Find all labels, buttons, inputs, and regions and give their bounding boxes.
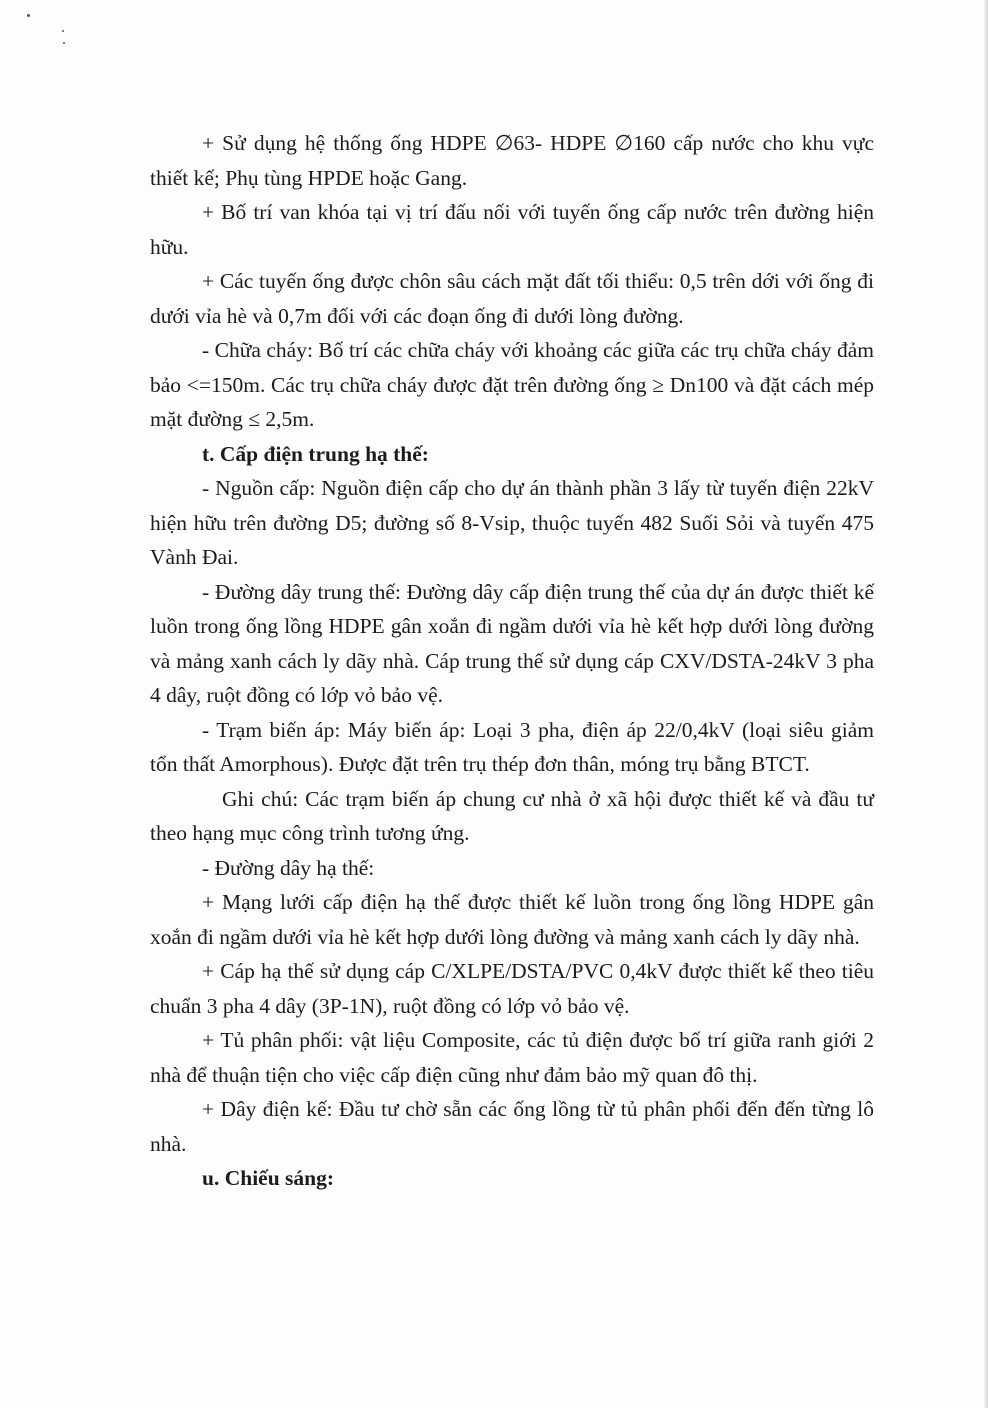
scan-speck [27,14,30,17]
paragraph-transformer-station: - Trạm biến áp: Máy biến áp: Loại 3 pha, điện áp 22/0,4kV (loại siêu giảm tổn thất Amorphous). Được đặt trên trụ thép đơn thân, móng trụ bằng BTCT. [150,717,874,776]
paragraph-low-voltage-network: + Mạng lưới cấp điện hạ thế được thiết kế luồn trong ống lồng HDPE gân xoắn đi ngầm dưới vỉa hè kết hợp dưới lòng đường và mảng xanh cách ly dãy nhà. [150,890,874,949]
document-body [150,126,874,1196]
paragraph-pipe-system: + Sử dụng hệ thống ống HDPE ∅63- HDPE ∅160 cấp nước cho khu vực thiết kế; Phụ tùng HPDE hoặc Gang. [150,131,874,190]
paragraph-pipe-depth: + Các tuyến ống được chôn sâu cách mặt đất tối thiểu: 0,5 trên dới với ống đi dưới vỉa hè và 0,7m đối với các đoạn ống đi dưới lòng đường. [150,269,874,328]
paragraph-low-voltage-line: - Đường dây hạ thế: [202,855,375,880]
paragraph-fire-fighting: - Chữa cháy: Bố trí các chữa cháy với khoảng các giữa các trụ chữa cháy đảm bảo <=150m. Các trụ chữa cháy được đặt trên đường ống ≥ Dn100 và đặt cách mép mặt đường ≤ 2,5m. [150,338,874,431]
section-heading-lighting: u. Chiếu sáng: [202,1166,335,1190]
paragraph-valve-placement: + Bố trí van khóa tại vị trí đấu nối với tuyến ống cấp nước trên đường hiện hữu. [150,200,874,259]
section-heading-power-supply: t. Cấp điện trung hạ thế: [202,441,429,466]
scan-speck [62,30,64,32]
scan-speck [63,42,65,44]
scan-edge-shadow [984,0,988,1408]
paragraph-note: Ghi chú: Các trạm biến áp chung cư nhà ở xã hội được thiết kế và đầu tư theo hạng mục công trình tương ứng. [150,786,874,845]
paragraph-power-source: - Nguồn cấp: Nguồn điện cấp cho dự án thành phần 3 lấy từ tuyến điện 22kV hiện hữu trên đường D5; đường số 8-Vsip, thuộc tuyến 482 Suối Sỏi và tuyến 475 Vành Đai. [150,476,874,569]
paragraph-medium-voltage-line: - Đường dây trung thế: Đường dây cấp điện trung thế của dự án được thiết kế luồn trong ống lồng HDPE gân xoắn đi ngầm dưới vỉa hè kết hợp dưới lòng đường và mảng xanh cách ly dãy nhà. Cáp trung thế sử dụng cáp CXV/DSTA-24kV 3 pha 4 dây, ruột đồng có lớp vỏ bảo vệ. [150,579,874,707]
paragraph-meter-wire: + Dây điện kế: Đầu tư chờ sẵn các ống lồng từ tủ phân phối đến đến từng lô nhà. [150,1097,874,1156]
paragraph-distribution-cabinet: + Tủ phân phối: vật liệu Composite, các tủ điện được bố trí giữa ranh giới 2 nhà để thuận tiện cho việc cấp điện cũng như đảm bảo mỹ quan đô thị. [150,1028,874,1087]
paragraph-low-voltage-cable: + Cáp hạ thế sử dụng cáp C/XLPE/DSTA/PVC 0,4kV được thiết kế theo tiêu chuẩn 3 pha 4 dây (3P-1N), ruột đồng có lớp vỏ bảo vệ. [150,959,874,1018]
